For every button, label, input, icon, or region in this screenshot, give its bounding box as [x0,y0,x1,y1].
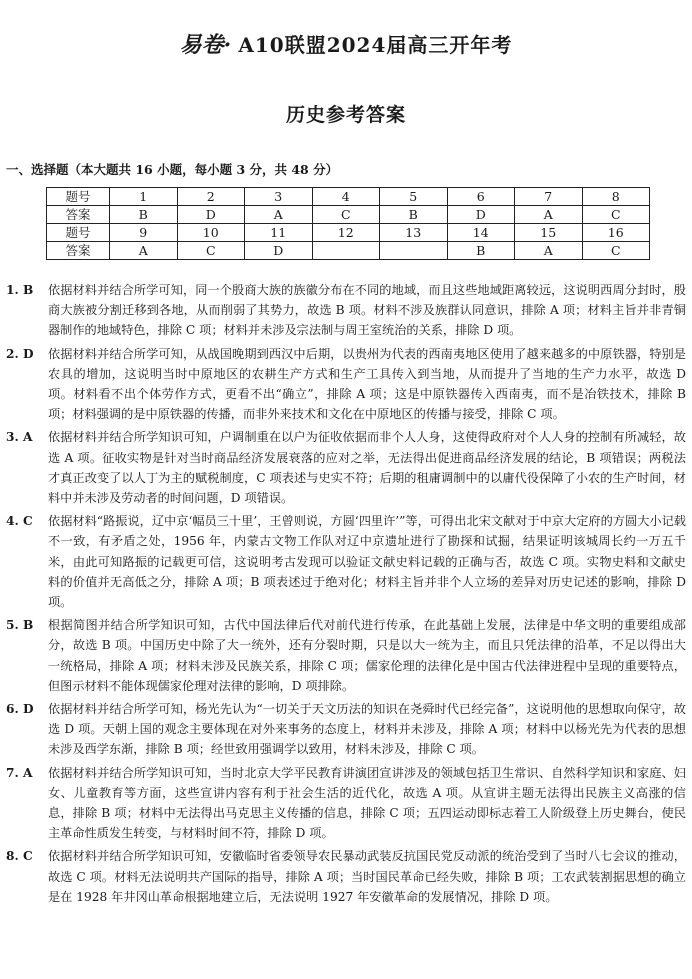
table-cell: 10 [177,224,245,242]
question-number: 7. A [6,765,33,780]
explanation-text: 依据材料并结合所学知识可知，户调制重在以户为征收依据而非个人人身，这使得政府对个人人身的控制有所减轻，故选 A 项。征收实物是针对当时商品经济发展衰落的应对之举，无法得出促进商品经济发展的结论，B 项错误；两税法才真正改变了以人丁为主的赋税制度，C 项表述与史实不符；后期的租庸调制中的以庸代役保障了小农的生产时间，材料中并未涉及劳动者的时间问题，D 项错误。 [48,430,686,506]
question-number: 2. D [6,346,34,361]
table-cell: 16 [582,224,650,242]
table-row [47,188,650,206]
question-number: 1. B [6,283,34,297]
table-cell: C [312,206,380,224]
explanation-item [6,511,686,612]
table-cell: B [110,206,178,224]
table-cell: A [515,206,583,224]
explanation-text: 依据材料“路振说，辽中京‘幅员三十里’，王曾则说，方圆‘四里许’”等，可得出北宋文献对于中京大定府的方圆大小记载不一致，有矛盾之处，1956 年，内蒙古文物工作队对辽中京遗址进行了勘探和试掘，结果证明该城周长约一万五千米，由此可知路振的记载更可信，这说明考古发现可以验证文献史料记载的正确与否，故选 C 项。实物史料和文献史料的价值并无高低之分，排除 A 项；B 项表述过于绝对化；材料主旨并非个人立场的差异对历史记述的影响，排除 D 项。 [48,514,686,610]
explanation-text: 依据材料并结合所学知识可知，安徽临时省委领导农民暴动武装反抗国民党反动派的统治受到了当时八七会议的推动，故选 C 项。材料无法说明共产国际的指导，排除 A 项；当时国民革命已经失败，排除 B 项；工农武装割据思想的确立是在 1928 年井冈山革命根据地建立后，无法说明 1927 年安徽革命的发展情况，排除 D 项。 [48,849,686,904]
question-number: 6. D [6,702,34,717]
document-header [0,28,692,59]
table-cell: D [245,242,313,260]
table-row [47,206,650,224]
table-cell: D [177,206,245,224]
table-cell: 13 [380,224,448,242]
table-row-label: 题号 [47,188,110,206]
table-row [47,242,650,260]
explanation-item [6,280,686,341]
table-cell: B [380,206,448,224]
table-row [47,224,650,242]
explanation-item [6,427,686,508]
answer-table [46,187,650,260]
question-number: 3. A [6,430,33,445]
table-cell: C [582,242,650,260]
question-number: 5. B [6,618,34,633]
table-cell: 8 [582,188,650,206]
table-cell: 12 [312,224,380,242]
table-cell [380,242,448,260]
table-cell: 6 [447,188,515,206]
table-cell: D [447,206,515,224]
explanation-text: 依据材料并结合所学可知，杨光先认为“一切关于天文历法的知识在尧舜时代已经完备”，这说明他的思想取向保守，故选 D 项。天朝上国的观念主要体现在对外来事务的态度上，材料并未涉及，排除 A 项；材料中以杨光先为代表的思想未涉及西学东渐，排除 B 项；经世致用强调学以致用，材料未涉及，排除 C 项。 [48,702,686,757]
table-row-label: 答案 [47,242,110,260]
explanation-item [6,344,686,425]
table-cell: 9 [110,224,178,242]
explanation-item [6,615,686,696]
explanation-text: 依据材料并结合所学知识可知，当时北京大学平民教育讲演团宣讲涉及的领域包括卫生常识、自然科学知识和家庭、妇女、儿童教育等方面，这些宣讲内容有利于社会生活的近代化，故选 A 项。从宣讲主题无法得出民族主义高涨的信息，排除 B 项；材料中无法得出马克思主义传播的信息，排除 C 项；五四运动即标志着工人阶级登上历史舞台，使民主革命性质发生转变，与材料时间不符，排除 D 项。 [48,765,686,841]
table-cell: 15 [515,224,583,242]
explanation-item [6,763,686,844]
table-cell: C [177,242,245,260]
explanation-item [6,699,686,760]
question-number: 8. C [6,849,33,864]
table-cell: B [447,242,515,260]
explanation-text: 根据简图并结合所学知识可知，古代中国法律后代对前代进行传承，在此基础上发展，法律是中华文明的重要组成部分，故选 B 项。中国历史中除了大一统外，还有分裂时期，只是以大一统为主，而且只凭法律的沿革，不足以得出大一统格局，排除 A 项；材料未涉及民族关系，排除 C 项；儒家伦理的法律化是中国古代法律进程中呈现的重要特点，但图示材料不能体现儒家伦理对法律的影响，D 项排除。 [48,618,686,693]
document-subtitle: 历史参考答案 [285,104,406,126]
table-cell: A [515,242,583,260]
section-heading: 一、选择题（本大题共 16 小题，每小题 3 分，共 48 分） [6,162,339,177]
brand-logo: 易卷· [179,32,232,58]
table-cell: 1 [110,188,178,206]
table-cell: A [110,242,178,260]
question-number: 4. C [6,514,33,529]
table-cell: 14 [447,224,515,242]
table-cell: C [582,206,650,224]
explanation-text: 依据材料并结合所学可知，从战国晚期到西汉中后期，以贵州为代表的西南夷地区使用了越来越多的中原铁器，特别是农具的增加，这说明当时中原地区的农耕生产方式和生产工具传入到当地，从而提升了当地的生产力水平，故选 D 项。材料看不出个体劳作方式，更看不出“确立”，排除 A 项；这是中原铁器传入西南夷，而不是冶铁技术，排除 B 项；材料强调的是中原铁器的传播，而非外来技术和文化在中原地区的传播与接受，排除 C 项。 [48,346,686,422]
explanation-text: 依据材料并结合所学可知，同一个殷商大族的族徽分布在不同的地域，而且这些地域距离较远，这说明西周分封时，殷商大族被分割迁移到各地，从而削弱了其势力，故选 B 项。材料不涉及族群认同意识，排除 A 项；材料主旨并非青铜器制作的地域特色，排除 C 项；材料并未涉及宗法制与周王室统治的关系，排除 D 项。 [48,283,686,338]
table-cell: 5 [380,188,448,206]
table-cell: 3 [245,188,313,206]
table-cell: 11 [245,224,313,242]
table-row-label: 题号 [47,224,110,242]
table-cell: 4 [312,188,380,206]
table-cell: 7 [515,188,583,206]
table-cell [312,242,380,260]
table-cell: A [245,206,313,224]
table-cell: 2 [177,188,245,206]
exam-title: A10联盟2024届高三开年考 [238,33,513,57]
explanation-item [6,846,686,907]
explanation-list [6,280,686,910]
table-row-label: 答案 [47,206,110,224]
